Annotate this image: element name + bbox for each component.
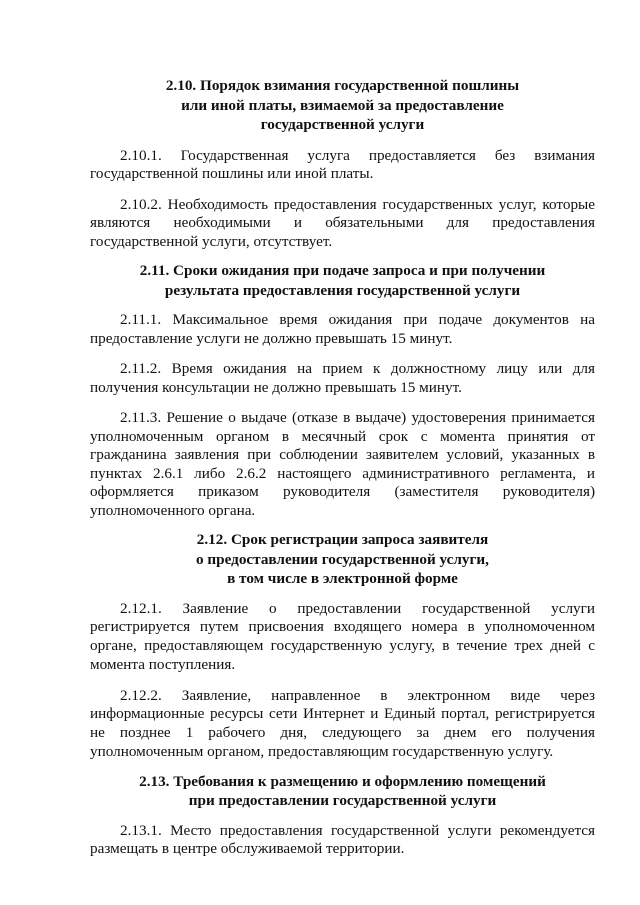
paragraph-2-12-2: 2.12.2. Заявление, направленное в электронном виде через информационные ресурсы сети Интернет и Единый портал, регистрируется не позднее 1 рабочего дня, следующего за днем его получения уполномоченным органом, предоставляющим государственную услугу. — [90, 686, 595, 761]
heading-line: 2.12. Срок регистрации запроса заявителя — [196, 531, 489, 548]
section-heading-2-12 — [90, 530, 595, 589]
heading-line: государственной услуги — [260, 116, 425, 133]
section-heading-2-10 — [90, 76, 595, 135]
paragraph-2-13-1: 2.13.1. Место предоставления государственной услуги рекомендуется размещать в центре обслуживаемой территории. — [90, 821, 595, 858]
paragraph-2-11-1: 2.11.1. Максимальное время ожидания при подаче документов на предоставление услуги не должно превышать 15 минут. — [90, 311, 595, 347]
heading-line: 2.10. Порядок взимания государственной пошлины — [165, 77, 520, 94]
heading-line: в том числе в электронной форме — [227, 570, 458, 587]
heading-line: результата предоставления государственной услуги — [164, 281, 521, 299]
paragraph-2-10-2: 2.10.2. Необходимость предоставления государственных услуг, которые являются необходимыми и обязательными для предоставления государственной услуги, отсутствует. — [90, 195, 595, 250]
section-heading-2-13 — [90, 772, 595, 811]
heading-line: 2.11. Сроки ожидания при подаче запроса и при получении — [139, 262, 546, 279]
paragraph-2-11-3: 2.11.3. Решение о выдаче (отказе в выдаче) удостоверения принимается уполномоченным органом в месячный срок с момента принятия от гражданина заявления при соблюдении заявителем условий, указанных в пунктах 2.6.1 либо 2.6.2 настоящего административного регламента, и оформляется приказом руководителя (заместителя руководителя) уполномоченного органа. — [90, 409, 595, 519]
heading-line: при предоставлении государственной услуги — [188, 792, 497, 810]
heading-line: или иной платы, взимаемой за предоставление — [181, 96, 504, 114]
document-page — [90, 72, 595, 859]
paragraph-2-11-2: 2.11.2. Время ожидания на прием к должностному лицу или для получения консультации не должно превышать 15 минут. — [90, 360, 595, 396]
heading-line: о предоставлении государственной услуги, — [196, 550, 489, 568]
heading-line: 2.13. Требования к размещению и оформлению помещений — [139, 772, 546, 790]
section-heading-2-11 — [90, 261, 595, 300]
paragraph-2-12-1: 2.12.1. Заявление о предоставлении государственной услуги регистрируется путем присвоения входящего номера в уполномоченном органе, предоставляющем государственную услугу, в течение трех дней с момента поступления. — [90, 599, 595, 673]
paragraph-2-10-1: 2.10.1. Государственная услуга предоставляется без взимания государственной пошлины или иной платы. — [90, 146, 595, 182]
